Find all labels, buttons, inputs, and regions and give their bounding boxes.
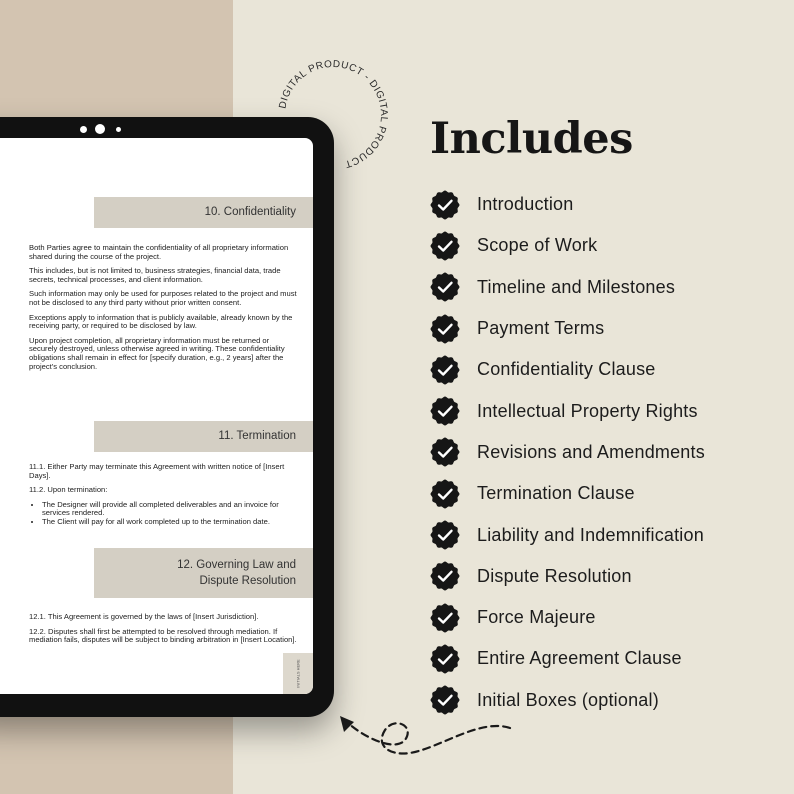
include-item-label: Intellectual Property Rights bbox=[477, 400, 698, 421]
check-badge-icon bbox=[430, 561, 460, 591]
include-item bbox=[430, 184, 705, 225]
document-page bbox=[0, 138, 313, 694]
paragraph: Such information may only be used for purposes related to the project and must not be disclosed to any third party without prior written consent. bbox=[29, 289, 297, 307]
initials-label: INITIALS HERE bbox=[295, 659, 301, 688]
digital-product-circular-text bbox=[268, 50, 398, 180]
section-heading-termination: 11. Termination bbox=[94, 421, 313, 452]
include-item-label: Dispute Resolution bbox=[477, 565, 632, 586]
paragraph: This includes, but is not limited to, business strategies, financial data, trade secrets, technical processes, and client information. bbox=[29, 266, 281, 284]
include-item-label: Introduction bbox=[477, 194, 574, 215]
include-item bbox=[430, 556, 705, 597]
include-item-label: Scope of Work bbox=[477, 235, 598, 256]
check-badge-icon bbox=[430, 231, 460, 261]
circular-badge-text: DIGITAL PRODUCT - DIGITAL PRODUCT bbox=[277, 58, 390, 170]
check-badge-icon bbox=[430, 396, 460, 426]
include-item-label: Termination Clause bbox=[477, 483, 635, 504]
camera-dot-icon bbox=[80, 126, 87, 133]
include-item-label: Force Majeure bbox=[477, 607, 596, 628]
paragraph: 11.2. Upon termination: bbox=[29, 485, 108, 495]
paragraph: Exceptions apply to information that is publicly available, already known by the receiving party, or required to be disclosed by law. bbox=[29, 312, 293, 331]
confidentiality-body bbox=[29, 244, 297, 377]
include-item bbox=[430, 390, 705, 431]
include-item-label: Liability and Indemnification bbox=[477, 524, 704, 545]
check-badge-icon bbox=[430, 355, 460, 385]
termination-body bbox=[29, 463, 297, 527]
include-item-label: Timeline and Milestones bbox=[477, 276, 676, 297]
governing-law-body bbox=[29, 613, 297, 651]
include-item-label: Revisions and Amendments bbox=[477, 441, 705, 462]
include-item bbox=[430, 267, 705, 308]
include-item bbox=[430, 349, 705, 390]
include-item bbox=[430, 308, 705, 349]
include-item-label: Entire Agreement Clause bbox=[477, 648, 682, 669]
include-item bbox=[430, 638, 705, 679]
paragraph: Upon project completion, all proprietary information must be returned or securely destroyed, unless otherwise agreed in writing. These confidentiality obligations shall remain in effect for [specify duration, e.g., 2 years] after the project's conclusion. bbox=[29, 335, 285, 371]
check-badge-icon bbox=[430, 190, 460, 220]
section-heading-confidentiality: 10. Confidentiality bbox=[94, 197, 313, 228]
include-item bbox=[430, 473, 705, 514]
heading-line: Dispute Resolution bbox=[199, 575, 296, 587]
check-badge-icon bbox=[430, 272, 460, 302]
check-badge-icon bbox=[430, 520, 460, 550]
include-item bbox=[430, 514, 705, 555]
check-badge-icon bbox=[430, 644, 460, 674]
check-badge-icon bbox=[430, 437, 460, 467]
include-item-label: Initial Boxes (optional) bbox=[477, 689, 659, 710]
check-badge-icon bbox=[430, 314, 460, 344]
paragraph: Both Parties agree to maintain the confidentiality of all proprietary information shared during the course of the project. bbox=[29, 243, 289, 261]
check-badge-icon bbox=[430, 603, 460, 633]
check-badge-icon bbox=[430, 479, 460, 509]
paragraph: 11.1. Either Party may terminate this Agreement with written notice of [Insert Days]. bbox=[29, 462, 285, 480]
dashed-arrow-icon bbox=[330, 708, 530, 778]
include-item bbox=[430, 432, 705, 473]
includes-title: Includes bbox=[430, 114, 633, 164]
list-item: • The Client will pay for all work completed up to the termination date. bbox=[42, 518, 297, 527]
include-item bbox=[430, 225, 705, 266]
include-item-label: Payment Terms bbox=[477, 318, 605, 339]
list-item: • The Designer will provide all completed deliverables and an invoice for services rendered. bbox=[42, 501, 297, 518]
svg-text:DIGITAL PRODUCT - DIGITAL PROD bbox=[277, 59, 389, 170]
include-item-label: Confidentiality Clause bbox=[477, 359, 656, 380]
section-heading-governing-law bbox=[94, 548, 313, 598]
sensor-dot-icon bbox=[116, 127, 121, 132]
camera-lens-icon bbox=[95, 124, 105, 134]
includes-list bbox=[430, 184, 705, 721]
heading-line: 12. Governing Law and bbox=[177, 559, 296, 571]
termination-bullet-list bbox=[29, 501, 297, 527]
paragraph: 12.2. Disputes shall first be attempted to be resolved through mediation. If mediation fails, disputes will be subject to binding arbitration in [Insert Location]. bbox=[29, 626, 297, 645]
include-item bbox=[430, 597, 705, 638]
paragraph: 12.1. This Agreement is governed by the laws of [Insert Jurisdiction]. bbox=[29, 612, 259, 621]
